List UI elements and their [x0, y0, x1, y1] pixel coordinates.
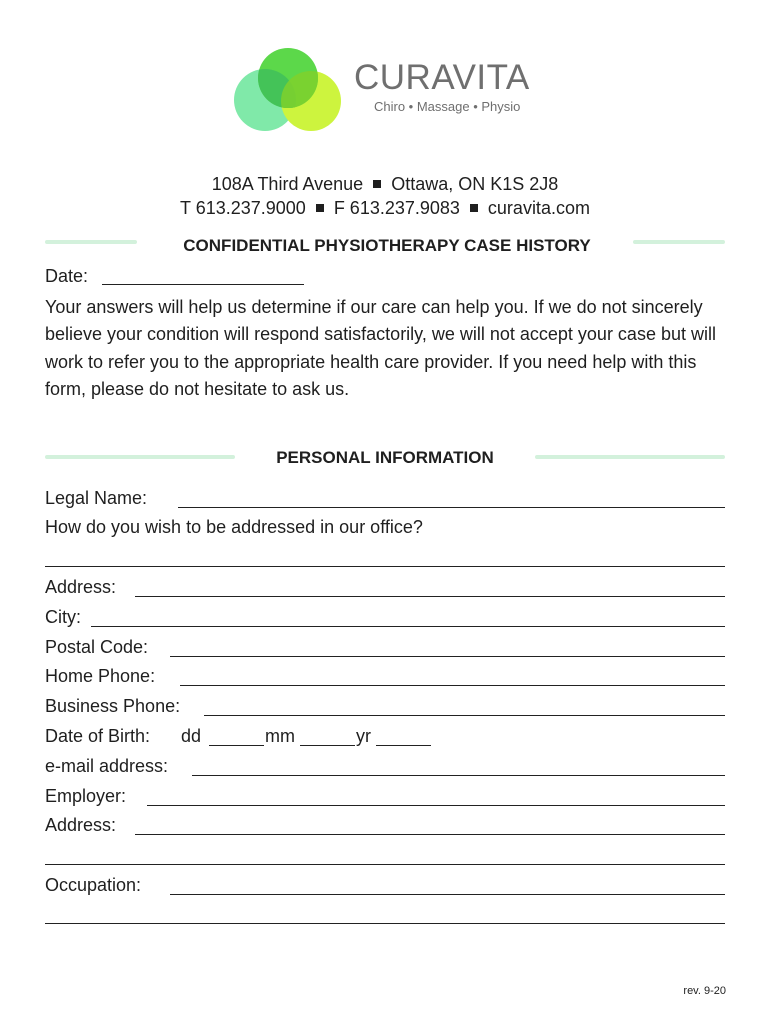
employer-address-line[interactable]: [135, 834, 725, 835]
legal-name-label: Legal Name:: [45, 488, 148, 508]
postal-code-label: Postal Code:: [45, 637, 149, 657]
addressed-as-line[interactable]: [45, 566, 725, 567]
bullet-square-icon: [316, 204, 324, 212]
dob-dd-label: dd: [181, 726, 202, 746]
dob-label: Date of Birth:: [45, 726, 151, 746]
date-input-line[interactable]: [102, 284, 304, 285]
bullet-square-icon: [470, 204, 478, 212]
dob-yr-line[interactable]: [376, 745, 431, 746]
postal-code-line[interactable]: [170, 656, 725, 657]
address-label: Address:: [45, 577, 117, 597]
dob-yr-label: yr: [356, 726, 371, 746]
curavita-logo-mark: [232, 44, 344, 132]
business-phone-label: Business Phone:: [45, 696, 181, 716]
dob-mm-line[interactable]: [300, 745, 355, 746]
website: curavita.com: [487, 198, 590, 218]
brand-tagline: Chiro • Massage • Physio: [374, 99, 521, 114]
employer-label: Employer:: [45, 786, 127, 806]
address-line-2: [0, 198, 770, 219]
employer-line[interactable]: [147, 805, 725, 806]
addressed-as-label: How do you wish to be addressed in our office?: [45, 517, 423, 537]
phone-number: T 613.237.9000: [180, 198, 306, 218]
bullet-square-icon: [373, 180, 381, 188]
occupation-line-2[interactable]: [45, 923, 725, 924]
occupation-line[interactable]: [170, 894, 725, 895]
dob-mm-label: mm: [265, 726, 295, 746]
fax-number: F 613.237.9083: [333, 198, 460, 218]
employer-address-label: Address:: [45, 815, 117, 835]
occupation-label: Occupation:: [45, 875, 142, 895]
intro-paragraph: Your answers will help us determine if our care can help you. If we do not sincerely believe your condition will respond satisfactorily, we will not accept your case but will work to refer you to the appropriate health care provider. If you need help with this form, please do not hesitate to ask us.: [45, 297, 716, 399]
address-line-1: [0, 174, 770, 195]
email-line[interactable]: [192, 775, 725, 776]
home-phone-label: Home Phone:: [45, 666, 156, 686]
dob-dd-line[interactable]: [209, 745, 264, 746]
business-phone-line[interactable]: [204, 715, 725, 716]
revision-note: rev. 9-20: [683, 985, 726, 997]
address-line[interactable]: [135, 596, 725, 597]
street-address: 108A Third Avenue: [211, 174, 364, 194]
city-address: Ottawa, ON K1S 2J8: [391, 174, 559, 194]
email-label: e-mail address:: [45, 756, 169, 776]
personal-rule-left: [45, 455, 235, 459]
city-line[interactable]: [91, 626, 725, 627]
title-rule-left: [45, 240, 137, 244]
employer-address-line-2[interactable]: [45, 864, 725, 865]
city-label: City:: [45, 607, 81, 627]
personal-section-title: PERSONAL INFORMATION: [276, 448, 494, 467]
form-title: CONFIDENTIAL PHYSIOTHERAPY CASE HISTORY: [183, 236, 591, 255]
personal-rule-right: [535, 455, 725, 459]
title-rule-right: [633, 240, 725, 244]
home-phone-line[interactable]: [180, 685, 725, 686]
brand-name: CURAVITA: [354, 58, 530, 97]
date-label: Date:: [45, 266, 89, 286]
legal-name-line[interactable]: [178, 507, 725, 508]
